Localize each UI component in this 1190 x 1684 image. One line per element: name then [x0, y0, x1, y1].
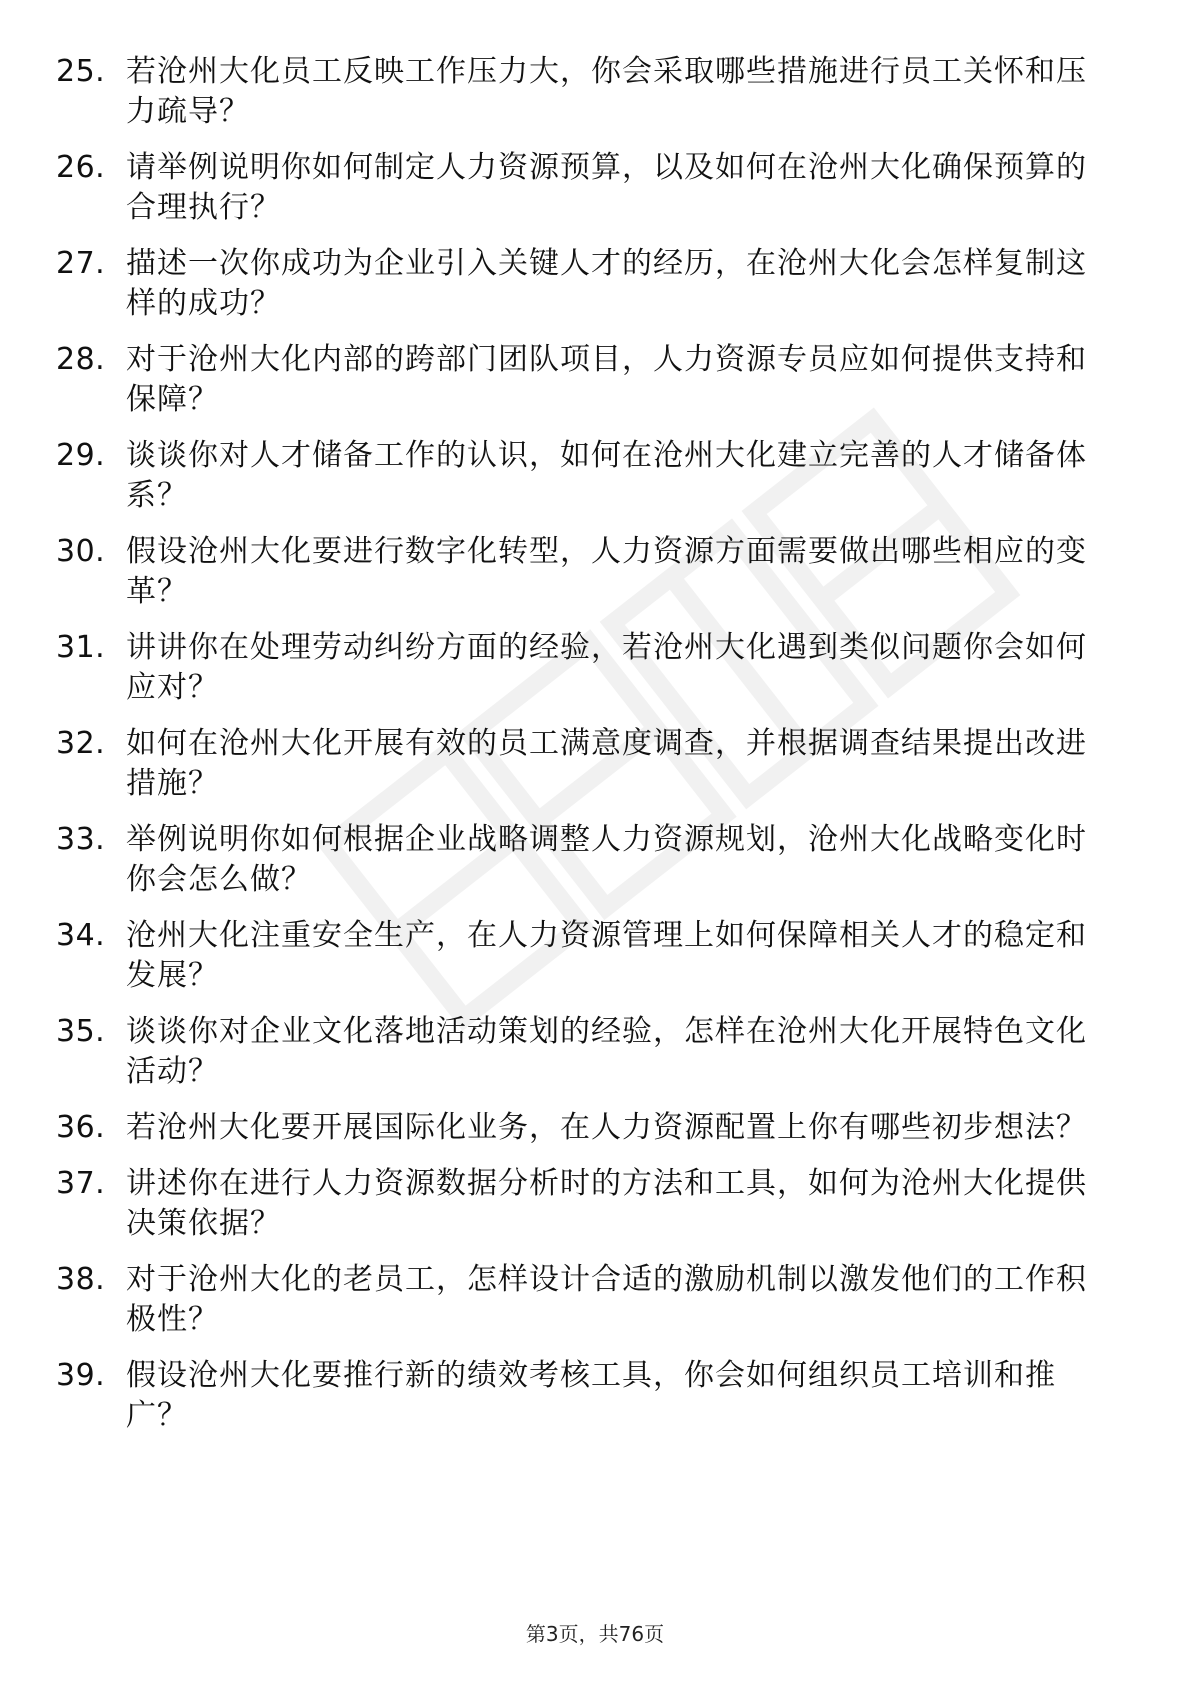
list-item — [56, 340, 1116, 420]
question-text: 请举例说明你如何制定人力资源预算，以及如何在沧州大化确保预算的合理执行？ — [126, 150, 1087, 225]
question-number: 25. — [56, 54, 106, 89]
list-item — [56, 916, 1116, 996]
list-item — [56, 244, 1116, 324]
question-number: 29. — [56, 438, 106, 473]
question-number: 30. — [56, 534, 106, 569]
question-text: 描述一次你成功为企业引入关键人才的经历，在沧州大化会怎样复制这样的成功？ — [126, 246, 1087, 321]
question-text: 对于沧州大化内部的跨部门团队项目，人力资源专员应如何提供支持和保障？ — [126, 342, 1087, 417]
list-item — [56, 724, 1116, 804]
question-list — [56, 52, 1116, 1452]
question-text: 假设沧州大化要进行数字化转型，人力资源方面需要做出哪些相应的变革？ — [126, 534, 1087, 609]
question-text: 如何在沧州大化开展有效的员工满意度调查，并根据调查结果提出改进措施？ — [126, 726, 1087, 801]
question-number: 35. — [56, 1014, 106, 1049]
question-text: 假设沧州大化要推行新的绩效考核工具，你会如何组织员工培训和推广？ — [126, 1358, 1056, 1433]
question-text: 讲讲你在处理劳动纠纷方面的经验，若沧州大化遇到类似问题你会如何应对？ — [126, 630, 1087, 705]
question-number: 39. — [56, 1358, 106, 1393]
page-number-footer: 第3页，共76页 — [525, 1622, 665, 1646]
question-number: 38. — [56, 1262, 106, 1297]
question-number: 37. — [56, 1166, 106, 1201]
question-text: 谈谈你对企业文化落地活动策划的经验，怎样在沧州大化开展特色文化活动？ — [126, 1014, 1087, 1089]
question-text: 谈谈你对人才储备工作的认识，如何在沧州大化建立完善的人才储备体系？ — [126, 438, 1087, 513]
list-item — [56, 1164, 1116, 1244]
list-item — [56, 436, 1116, 516]
list-item — [56, 628, 1116, 708]
question-text: 讲述你在进行人力资源数据分析时的方法和工具，如何为沧州大化提供决策依据？ — [126, 1166, 1087, 1241]
list-item — [56, 1012, 1116, 1092]
list-item — [56, 148, 1116, 228]
question-text: 沧州大化注重安全生产，在人力资源管理上如何保障相关人才的稳定和发展？ — [126, 918, 1087, 993]
question-number: 28. — [56, 342, 106, 377]
list-item — [56, 1108, 1116, 1148]
question-number: 32. — [56, 726, 106, 761]
question-number: 36. — [56, 1110, 106, 1145]
question-number: 31. — [56, 630, 106, 665]
question-number: 34. — [56, 918, 106, 953]
question-text: 对于沧州大化的老员工，怎样设计合适的激励机制以激发他们的工作积极性？ — [126, 1262, 1087, 1337]
list-item — [56, 1260, 1116, 1340]
question-number: 27. — [56, 246, 106, 281]
question-text: 若沧州大化要开展国际化业务，在人力资源配置上你有哪些初步想法？ — [126, 1110, 1087, 1145]
question-number: 26. — [56, 150, 106, 185]
list-item — [56, 52, 1116, 132]
list-item — [56, 1356, 1116, 1436]
list-item — [56, 820, 1116, 900]
question-text: 若沧州大化员工反映工作压力大，你会采取哪些措施进行员工关怀和压力疏导？ — [126, 54, 1087, 129]
list-item — [56, 532, 1116, 612]
question-text: 举例说明你如何根据企业战略调整人力资源规划，沧州大化战略变化时你会怎么做？ — [126, 822, 1087, 897]
question-number: 33. — [56, 822, 106, 857]
